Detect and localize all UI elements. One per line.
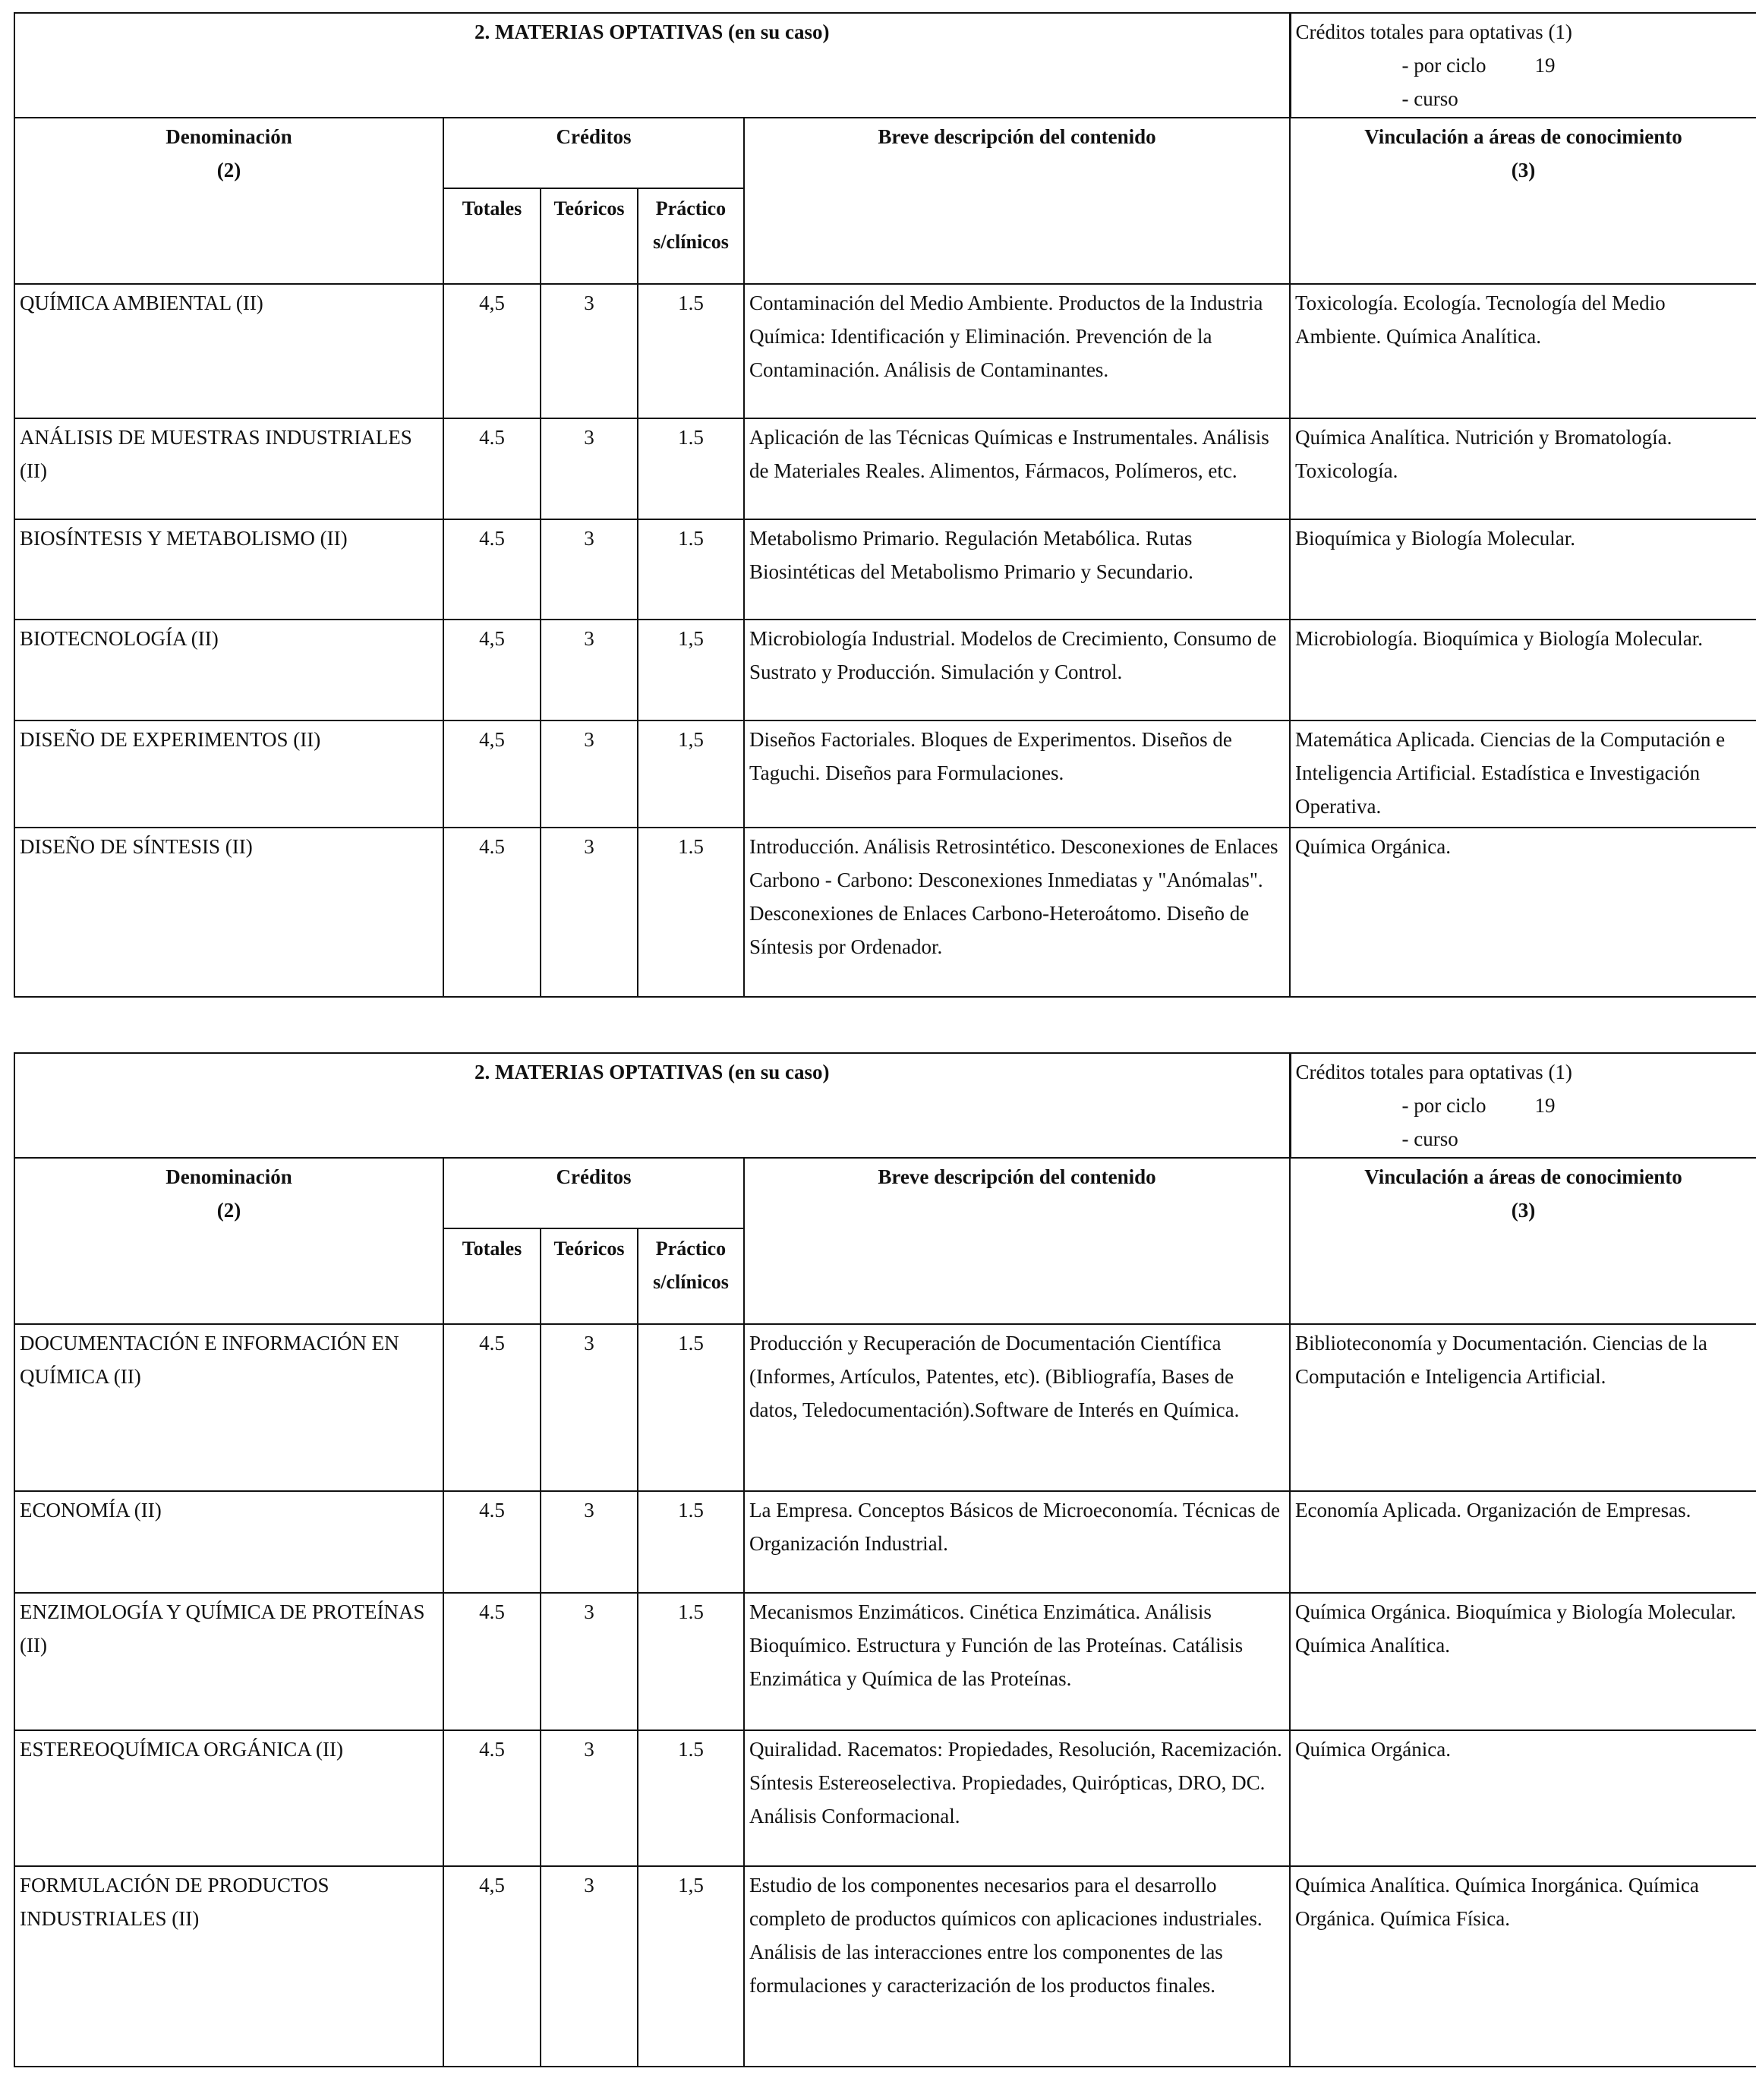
- col-practicos: Práctico s/clínicos: [638, 1228, 744, 1324]
- credits-summary: [1290, 1053, 1756, 1158]
- vinculacion-text: Química Analítica. Química Inorgánica. Química Orgánica. Química Física.: [1290, 1866, 1756, 2067]
- totales-value: 4.5: [443, 828, 541, 997]
- col-denominacion: Denominación (2): [14, 118, 443, 188]
- practicos-value: 1.5: [638, 828, 744, 997]
- teoricos-value: 3: [541, 519, 638, 620]
- practicos-value: 1.5: [638, 1593, 744, 1730]
- practicos-value: 1.5: [638, 519, 744, 620]
- curso-label: - curso: [1401, 1127, 1458, 1150]
- col-totales: Totales: [443, 1228, 541, 1324]
- materia-name: ENZIMOLOGÍA Y QUÍMICA DE PROTEÍNAS (II): [14, 1593, 443, 1730]
- col-descripcion: Breve descripción del contenido: [744, 1158, 1290, 1324]
- materia-name: BIOSÍNTESIS Y METABOLISMO (II): [14, 519, 443, 620]
- col-descripcion: Breve descripción del contenido: [744, 118, 1290, 284]
- table-row: [14, 418, 1756, 519]
- optativas-table-1: [14, 12, 1756, 998]
- col-teoricos: Teóricos: [541, 188, 638, 284]
- totales-value: 4.5: [443, 1324, 541, 1491]
- teoricos-value: 3: [541, 1866, 638, 2067]
- col-vinculacion: Vinculación a áreas de conocimiento (3): [1290, 1158, 1756, 1324]
- practicos-value: 1.5: [638, 284, 744, 418]
- descripcion-text: Microbiología Industrial. Modelos de Crecimiento, Consumo de Sustrato y Producción. Simulación y Control.: [744, 620, 1290, 720]
- table-row: [14, 720, 1756, 828]
- totales-value: 4.5: [443, 519, 541, 620]
- vinculacion-text: Bioquímica y Biología Molecular.: [1290, 519, 1756, 620]
- col-denominacion-blank: [14, 1228, 443, 1324]
- col-teoricos: Teóricos: [541, 1228, 638, 1324]
- descripcion-text: Mecanismos Enzimáticos. Cinética Enzimática. Análisis Bioquímico. Estructura y Función de las Proteínas. Catálisis Enzimática y Química de las Proteínas.: [744, 1593, 1290, 1730]
- materia-name: FORMULACIÓN DE PRODUCTOS INDUSTRIALES (II): [14, 1866, 443, 2067]
- totales-value: 4,5: [443, 1866, 541, 2067]
- table-row: [14, 828, 1756, 997]
- table-row: [14, 1491, 1756, 1593]
- materia-name: ANÁLISIS DE MUESTRAS INDUSTRIALES (II): [14, 418, 443, 519]
- teoricos-value: 3: [541, 1491, 638, 1593]
- vinculacion-text: Química Orgánica.: [1290, 828, 1756, 997]
- credits-summary: [1290, 13, 1756, 118]
- curso-label: - curso: [1401, 87, 1458, 110]
- materia-name: DISEÑO DE EXPERIMENTOS (II): [14, 720, 443, 828]
- ciclo-line: - por ciclo 19: [1401, 1094, 1556, 1117]
- descripcion-text: Introducción. Análisis Retrosintético. Desconexiones de Enlaces Carbono - Carbono: Desconexiones Inmediatas y "Anómalas". Desconexiones de Enlaces Carbono-Heteroátomo. Diseño de Síntesis por Ordenador.: [744, 828, 1290, 997]
- totales-value: 4,5: [443, 620, 541, 720]
- credits-label: Créditos totales para optativas (1): [1295, 20, 1572, 43]
- ciclo-line: - por ciclo 19: [1401, 54, 1556, 77]
- teoricos-value: 3: [541, 1730, 638, 1866]
- table-title: 2. MATERIAS OPTATIVAS (en su caso): [14, 13, 1290, 118]
- totales-value: 4.5: [443, 1730, 541, 1866]
- vinculacion-text: Toxicología. Ecología. Tecnología del Medio Ambiente. Química Analítica.: [1290, 284, 1756, 418]
- credits-label: Créditos totales para optativas (1): [1295, 1061, 1572, 1083]
- col-totales: Totales: [443, 188, 541, 284]
- materia-name: DISEÑO DE SÍNTESIS (II): [14, 828, 443, 997]
- teoricos-value: 3: [541, 1593, 638, 1730]
- totales-value: 4,5: [443, 284, 541, 418]
- descripcion-text: Diseños Factoriales. Bloques de Experimentos. Diseños de Taguchi. Diseños para Formulaciones.: [744, 720, 1290, 828]
- materia-name: QUÍMICA AMBIENTAL (II): [14, 284, 443, 418]
- col-creditos: Créditos: [443, 118, 744, 188]
- materia-name: BIOTECNOLOGÍA (II): [14, 620, 443, 720]
- vinculacion-text: Matemática Aplicada. Ciencias de la Computación e Inteligencia Artificial. Estadística e Investigación Operativa.: [1290, 720, 1756, 828]
- table-row: [14, 284, 1756, 418]
- vinculacion-text: Economía Aplicada. Organización de Empresas.: [1290, 1491, 1756, 1593]
- practicos-value: 1.5: [638, 418, 744, 519]
- ciclo-value: 19: [1534, 1094, 1556, 1117]
- col-vinculacion: Vinculación a áreas de conocimiento (3): [1290, 118, 1756, 284]
- practicos-value: 1.5: [638, 1324, 744, 1491]
- materia-name: ECONOMÍA (II): [14, 1491, 443, 1593]
- teoricos-value: 3: [541, 1324, 638, 1491]
- teoricos-value: 3: [541, 620, 638, 720]
- col-denominacion: Denominación (2): [14, 1158, 443, 1228]
- practicos-value: 1,5: [638, 620, 744, 720]
- table-row: [14, 519, 1756, 620]
- vinculacion-text: Microbiología. Bioquímica y Biología Molecular.: [1290, 620, 1756, 720]
- table-row: [14, 1730, 1756, 1866]
- practicos-value: 1.5: [638, 1730, 744, 1866]
- teoricos-value: 3: [541, 720, 638, 828]
- teoricos-value: 3: [541, 418, 638, 519]
- col-denominacion-blank: [14, 188, 443, 284]
- col-practicos: Práctico s/clínicos: [638, 188, 744, 284]
- optativas-table-2: [14, 1052, 1756, 2067]
- vinculacion-text: Química Orgánica.: [1290, 1730, 1756, 1866]
- materia-name: ESTEREOQUÍMICA ORGÁNICA (II): [14, 1730, 443, 1866]
- descripcion-text: Contaminación del Medio Ambiente. Productos de la Industria Química: Identificación y Eliminación. Prevención de la Contaminación. Análisis de Contaminantes.: [744, 284, 1290, 418]
- descripcion-text: Quiralidad. Racematos: Propiedades, Resolución, Racemización. Síntesis Estereoselectiva. Propiedades, Quirópticas, DRO, DC. Análisis Conformacional.: [744, 1730, 1290, 1866]
- totales-value: 4.5: [443, 1491, 541, 1593]
- col-creditos: Créditos: [443, 1158, 744, 1228]
- vinculacion-text: Biblioteconomía y Documentación. Ciencias de la Computación e Inteligencia Artificial.: [1290, 1324, 1756, 1491]
- totales-value: 4,5: [443, 720, 541, 828]
- descripcion-text: Metabolismo Primario. Regulación Metabólica. Rutas Biosintéticas del Metabolismo Primario y Secundario.: [744, 519, 1290, 620]
- descripcion-text: Producción y Recuperación de Documentación Científica (Informes, Artículos, Patentes, etc). (Bibliografía, Bases de datos, Teledocumentación).Software de Interés en Química.: [744, 1324, 1290, 1491]
- descripcion-text: Estudio de los componentes necesarios para el desarrollo completo de productos químicos con aplicaciones industriales. Análisis de las interacciones entre los componentes de las formulaciones y caracterización de los productos finales.: [744, 1866, 1290, 2067]
- practicos-value: 1,5: [638, 1866, 744, 2067]
- table-row: [14, 620, 1756, 720]
- practicos-value: 1.5: [638, 1491, 744, 1593]
- teoricos-value: 3: [541, 284, 638, 418]
- descripcion-text: Aplicación de las Técnicas Químicas e Instrumentales. Análisis de Materiales Reales. Alimentos, Fármacos, Polímeros, etc.: [744, 418, 1290, 519]
- teoricos-value: 3: [541, 828, 638, 997]
- vinculacion-text: Química Orgánica. Bioquímica y Biología Molecular. Química Analítica.: [1290, 1593, 1756, 1730]
- totales-value: 4.5: [443, 418, 541, 519]
- ciclo-value: 19: [1534, 54, 1556, 77]
- table-title: 2. MATERIAS OPTATIVAS (en su caso): [14, 1053, 1290, 1158]
- vinculacion-text: Química Analítica. Nutrición y Bromatología. Toxicología.: [1290, 418, 1756, 519]
- table-row: [14, 1866, 1756, 2067]
- table-row: [14, 1593, 1756, 1730]
- practicos-value: 1,5: [638, 720, 744, 828]
- descripcion-text: La Empresa. Conceptos Básicos de Microeconomía. Técnicas de Organización Industrial.: [744, 1491, 1290, 1593]
- materia-name: DOCUMENTACIÓN E INFORMACIÓN EN QUÍMICA (II): [14, 1324, 443, 1491]
- totales-value: 4.5: [443, 1593, 541, 1730]
- table-row: [14, 1324, 1756, 1491]
